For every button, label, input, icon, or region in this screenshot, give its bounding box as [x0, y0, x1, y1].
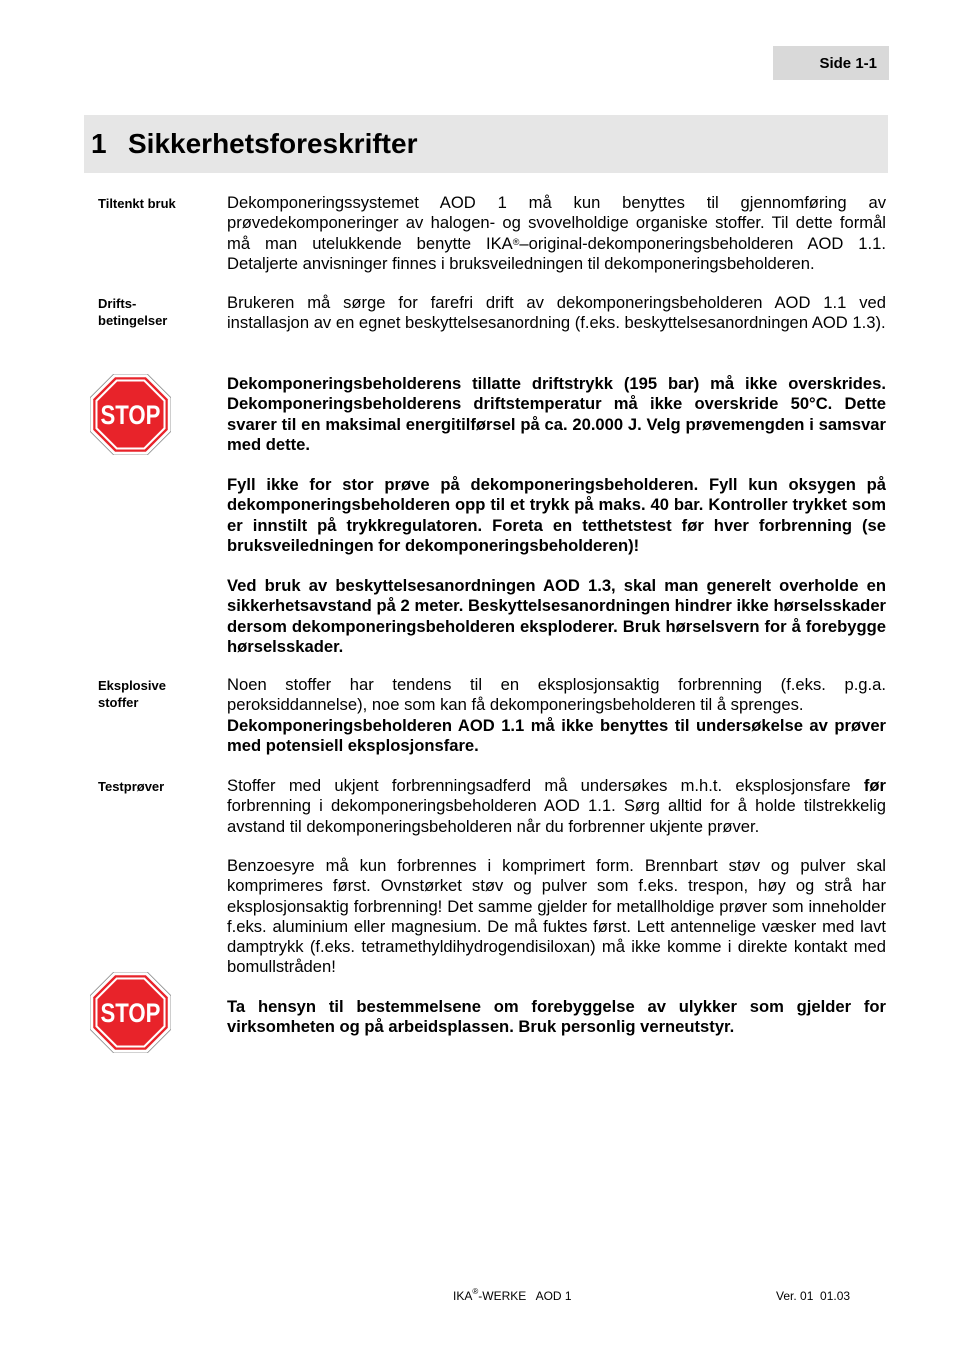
paragraph-warning-distance: Ved bruk av beskyttelsesanordningen AOD 1.3, skal man generelt overholde en sikkerhetsavstand på 2 meter. Beskyttelsesanordningen hindrer ikke hørselsskader dersom dekomponeringsbeholderen eksploderer. Bruk hørselsvern for å forebygge hørselsskader.: [227, 576, 886, 656]
footer-brand-name: IKA: [453, 1289, 473, 1303]
footer-brand-suffix: -WERKE AOD 1: [478, 1289, 572, 1303]
paragraph-warning-pressure: Dekomponeringsbeholderens tillatte driftstrykk (195 bar) må ikke overskrides. Dekomponeringsbeholderens driftstemperatur må ikke overskride 50°C. Dette svarer til en maksimal energitilførsel på ca. 20.000 J. Velg prøvemengden i samsvar med dette.: [227, 374, 886, 454]
paragraph-intended-use: [227, 193, 886, 274]
footer-brand: [453, 1289, 572, 1303]
paragraph-operating-conditions: Brukeren må sørge for farefri drift av dekomponeringsbeholderen AOD 1.1 ved installasjon av en egnet beskyttelsesanordning (f.eks. beskyttelsesanordningen AOD 1.3).: [227, 293, 886, 333]
paragraph-accident-prevention: Ta hensyn til bestemmelsene om forebyggelse av ulykker som gjelder for virksomheten og på arbeidsplassen. Bruk personlig verneutstyr.: [227, 997, 886, 1037]
page-number: Side 1-1: [819, 54, 877, 72]
label-test-samples: Testprøver: [98, 779, 165, 794]
explosive-text-bold: Dekomponeringsbeholderen AOD 1.1 må ikke benyttes til undersøkelse av prøver med potensiell eksplosjonsfare.: [227, 715, 886, 755]
intended-use-text-b: –original-dekomponeringsbeholderen AOD 1.1. Detaljerte anvisninger finnes i bruksveiledningen til dekomponeringsbeholderen.: [227, 233, 886, 273]
test-samples-text-a: Stoffer med ukjent forbrenningsadferd må undersøkes m.h.t. eksplosjonsfare: [227, 776, 864, 795]
label-intended-use: Tiltenkt bruk: [98, 196, 176, 211]
chapter-title: Sikkerhetsforeskrifter: [128, 128, 418, 159]
test-samples-text-b: forbrenning i dekomponeringsbeholderen AOD 1.1. Sørg alltid for å holde tilstrekkelig avstand til dekomponeringsbeholderen når du forbrenner ukjente prøver.: [227, 796, 886, 836]
stop-sign-icon: [90, 972, 171, 1053]
registered-mark: ®: [512, 236, 520, 247]
footer-version: Ver. 01 01.03: [776, 1289, 851, 1303]
paragraph-explosive: [227, 675, 886, 756]
paragraph-warning-fill: Fyll ikke for stor prøve på dekomponeringsbeholderen. Fyll kun oksygen på dekomponeringsbeholderen opp til et trykk på maks. 40 bar. Kontroller trykket som er innstilt på trykkregulatoren. Foreta en tetthetstest før hver forbrenning (se bruksveiledningen for dekomponeringsbeholderen)!: [227, 475, 886, 555]
label-explosive-line2: stoffer: [98, 695, 139, 710]
chapter-number: 1: [91, 128, 107, 159]
label-explosive-line1: Eksplosive: [98, 678, 166, 693]
page-number-badge: [773, 46, 889, 80]
stop-sign-text: STOP: [100, 998, 161, 1029]
stop-sign-icon: [90, 374, 171, 455]
label-operating-conditions: [98, 295, 167, 329]
explosive-text: Noen stoffer har tendens til en eksplosjonsaktig forbrenning (f.eks. p.g.a. peroksiddannelse), noe som kan få dekomponeringsbeholderen til å sprenges.: [227, 675, 886, 715]
paragraph-test-samples-1: [227, 776, 886, 837]
stop-sign-text: STOP: [100, 400, 161, 431]
label-explosive: [98, 677, 166, 711]
intended-use-text-a: Dekomponeringssystemet AOD 1 må kun benyttes til gjennomføring av prøvedekomponeringer av halogen- og svovelholdige organiske stoffer. Til dette formål må man utelukkende benytte IKA: [227, 193, 886, 253]
label-operating-line2: betingelser: [98, 313, 168, 328]
chapter-heading: [84, 115, 888, 173]
test-samples-text-bold: før: [863, 776, 886, 795]
footer-registered-mark: ®: [472, 1287, 479, 1296]
label-operating-line1: Drifts-: [98, 296, 137, 311]
paragraph-test-samples-2: Benzoesyre må kun forbrennes i komprimert form. Brennbart støv og pulver skal komprimeres først. Ovnstørket støv og pulver som f.eks. trespon, høy og strå har eksplosjonsaktig forbrenning! Det samme gjelder for metallholdige prøver som inneholder f.eks. aluminium eller magnesium. De må fuktes først. Lett antennelige væsker med lavt damptrykk (f.eks. tetramethyldihydrogendisiloxan) må ikke komme i direkte kontakt med bomullstråden!: [227, 856, 886, 977]
